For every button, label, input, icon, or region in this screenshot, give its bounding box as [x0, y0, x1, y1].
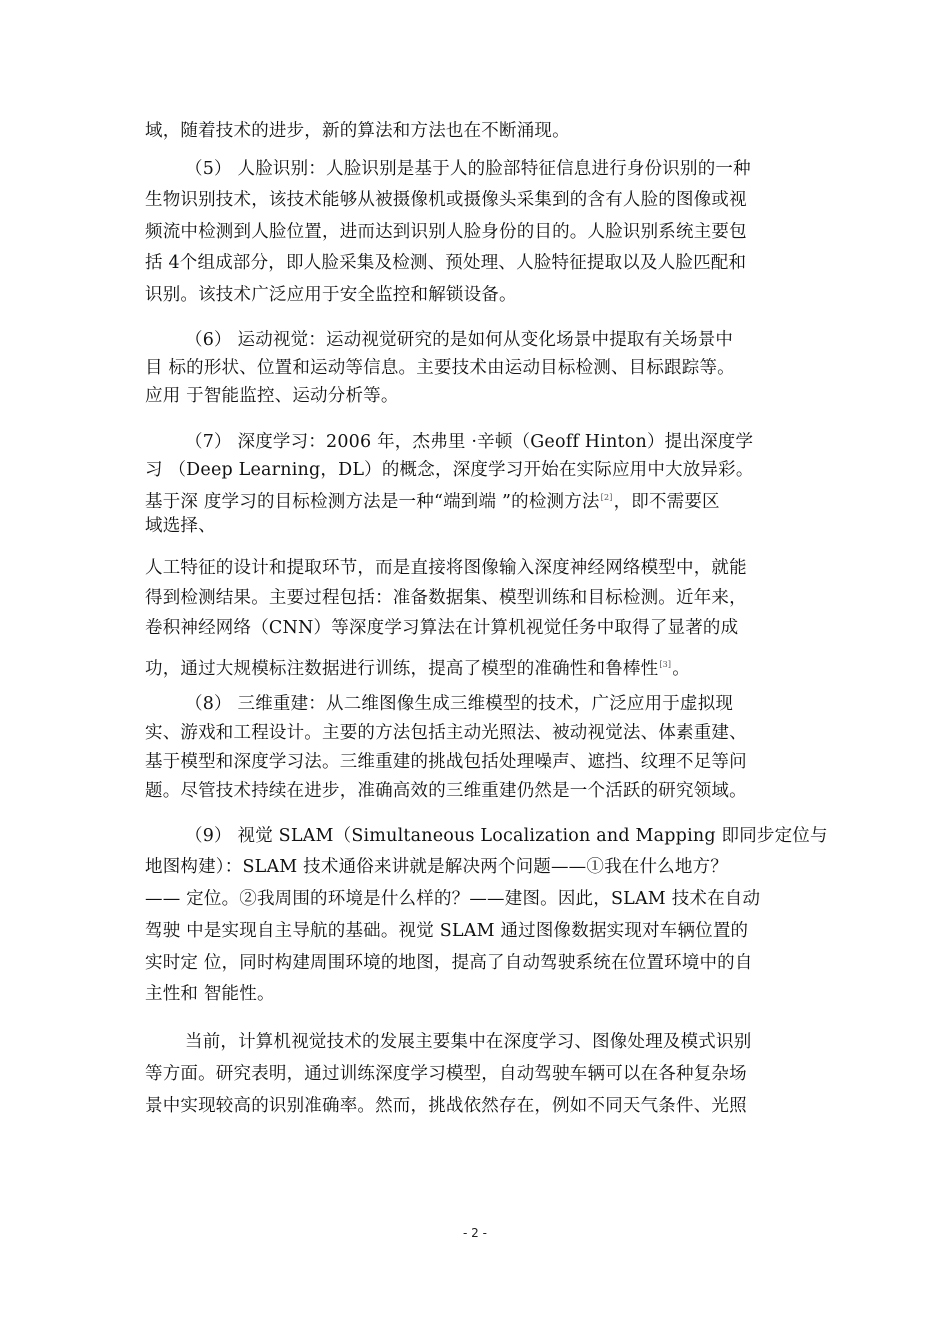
text-line: 主性和 智能性。	[145, 984, 275, 1004]
text-line: （8） 三维重建：从二维图像生成三维模型的技术，广泛应用于虚拟现	[185, 694, 734, 714]
text-line: 地图构建）：SLAM 技术通俗来讲就是解决两个问题——①我在什么地方？	[145, 857, 728, 877]
citation-ref: [3]	[659, 660, 672, 669]
text-line: 括 4个组成部分，即人脸采集及检测、预处理、人脸特征提取以及人脸匹配和	[145, 253, 747, 273]
text-line: 等方面。研究表明，通过训练深度学习模型，自动驾驶车辆可以在各种复杂场	[145, 1064, 747, 1084]
text-line: 景中实现较高的识别准确率。然而，挑战依然存在，例如不同天气条件、光照	[145, 1096, 747, 1116]
text-line: 频流中检测到人脸位置，进而达到识别人脸身份的目的。人脸识别系统主要包	[145, 222, 747, 242]
text-line	[145, 654, 690, 680]
text-line: 实时定 位，同时构建周围环境的地图，提高了自动驾驶系统在位置环境中的自	[145, 953, 753, 973]
text-line: 人工特征的设计和提取环节，而是直接将图像输入深度神经网络模型中，就能	[145, 558, 747, 578]
text-line: （9） 视觉 SLAM（Simultaneous Localization and Mapping 即同步定位与	[185, 826, 828, 846]
text-line	[145, 487, 720, 513]
text-line: 生物识别技术，该技术能够从被摄像机或摄像头采集到的含有人脸的图像或视	[145, 190, 747, 210]
text-line: 域选择、	[145, 516, 216, 536]
text-line: 基于模型和深度学习法。三维重建的挑战包括处理噪声、遮挡、纹理不足等问	[145, 752, 747, 772]
text-line: 实、游戏和工程设计。主要的方法包括主动光照法、被动视觉法、体素重建、	[145, 723, 747, 743]
text-line: 卷积神经网络（CNN）等深度学习算法在计算机视觉任务中取得了显著的成	[145, 618, 739, 638]
page-number: - 2 -	[463, 1226, 487, 1240]
text-line: （6） 运动视觉：运动视觉研究的是如何从变化场景中提取有关场景中	[185, 330, 734, 350]
text-segment: 。	[672, 658, 690, 679]
text-segment: 基于深 度学习的目标检测方法是一种“端到端 ”的检测方法	[145, 491, 600, 512]
text-line: 当前，计算机视觉技术的发展主要集中在深度学习、图像处理及模式识别	[185, 1032, 752, 1052]
text-line: （7） 深度学习：2006 年，杰弗里 ·辛顿（Geoff Hinton）提出深度学	[185, 432, 754, 452]
text-line: 题。尽管技术持续在进步，准确高效的三维重建仍然是一个活跃的研究领域。	[145, 781, 747, 801]
text-line: 识别。该技术广泛应用于安全监控和解锁设备。	[145, 285, 517, 305]
text-line: （5） 人脸识别：人脸识别是基于人的脸部特征信息进行身份识别的一种	[185, 159, 751, 179]
text-line: 应用 于智能监控、运动分析等。	[145, 386, 399, 406]
text-segment: ，即不需要区	[613, 491, 720, 512]
citation-ref: [2]	[600, 493, 613, 502]
text-line: 域，随着技术的进步，新的算法和方法也在不断涌现。	[145, 121, 570, 141]
text-segment: 功，通过大规模标注数据进行训练，提高了模型的准确性和鲁棒性	[145, 658, 659, 679]
text-line: 驾驶 中是实现自主导航的基础。视觉 SLAM 通过图像数据实现对车辆位置的	[145, 921, 749, 941]
text-line: 习 （Deep Learning，DL）的概念，深度学习开始在实际应用中大放异彩。	[145, 460, 754, 480]
text-line: 得到检测结果。主要过程包括：准备数据集、模型训练和目标检测。近年来，	[145, 588, 747, 608]
text-line: 目 标的形状、位置和运动等信息。主要技术由运动目标检测、目标跟踪等。	[145, 358, 735, 378]
text-line: —— 定位。②我周围的环境是什么样的？——建图。因此，SLAM 技术在自动	[145, 889, 761, 909]
